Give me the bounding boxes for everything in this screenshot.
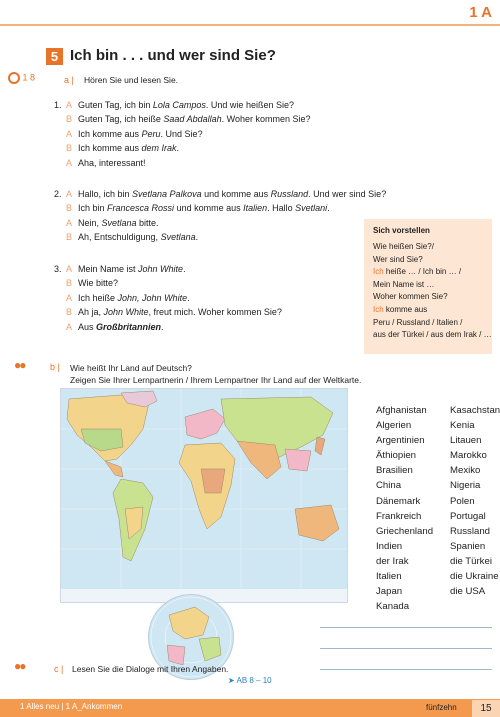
country-name: Argentinien <box>376 435 425 447</box>
dialog-text: Ich komme aus <box>78 128 142 139</box>
country-name: Algerien <box>376 420 412 432</box>
country-name: Portugal <box>450 510 486 522</box>
workbook-reference <box>228 676 272 685</box>
speaker-label: A <box>66 321 73 332</box>
dialog-text: . Und wer sind Sie? <box>308 189 387 199</box>
country-name: Kasachstan <box>450 405 500 416</box>
part-a-letter: a | <box>64 75 74 85</box>
part-c-instruction: Lesen Sie die Dialoge mit Ihren Angaben. <box>72 664 229 674</box>
dialog-3 <box>54 262 282 334</box>
country-column-left <box>376 403 433 614</box>
country-name: Afghanistan <box>376 405 427 416</box>
dialog-text: Aha, interessant! <box>78 157 146 168</box>
dialog-1 <box>54 98 310 170</box>
page-number: 15 <box>472 700 500 717</box>
dialog-name: Saad Abdallah <box>163 114 222 125</box>
dialog-country: Russland <box>270 189 309 199</box>
answer-line[interactable] <box>320 648 492 649</box>
info-line: Woher kommen Sie? <box>373 292 448 302</box>
country-name: Japan <box>376 586 403 598</box>
partner-work-icon: ●● <box>14 358 25 372</box>
country-name: Griechenland <box>376 525 434 537</box>
dialog-text: Ah, Entschuldigung, <box>78 232 161 243</box>
country-column-right <box>450 403 500 599</box>
country-name: die Türkei <box>450 555 492 567</box>
dialog-text: . <box>161 321 164 332</box>
answer-line[interactable] <box>320 669 492 670</box>
dialog-name: Svetlana <box>101 217 137 228</box>
dialog-name: Peru <box>141 128 161 139</box>
arrow-icon: ➤ <box>228 676 235 685</box>
country-name: die Ukraine <box>450 571 499 583</box>
dialog-text: . <box>176 143 180 154</box>
dialog-name: Lola Campos <box>152 100 206 110</box>
chapter-tag: 1 A <box>469 4 492 21</box>
speaker-label: B <box>66 143 73 154</box>
dialog-text: . Woher kommen Sie? <box>221 114 311 125</box>
country-name: Äthiopien <box>376 450 417 462</box>
info-line: Wie heißen Sie?/ <box>373 242 434 251</box>
dialog-name: John White <box>138 264 184 274</box>
answer-line[interactable] <box>320 627 492 628</box>
country-name: Brasilien <box>376 465 413 477</box>
speaker-label: B <box>66 114 73 125</box>
dialog-name: Svetlana <box>160 232 196 243</box>
part-b-letter: b | <box>50 362 60 372</box>
dialog-text: . <box>195 232 199 243</box>
dialog-name: John, John White <box>117 292 188 303</box>
top-rule <box>0 24 500 26</box>
info-box-title: Sich vorstellen <box>373 226 430 235</box>
audio-track[interactable] <box>8 72 35 84</box>
speaker-label: A <box>66 292 73 303</box>
part-b-line: Wie heißt Ihr Land auf Deutsch? <box>70 363 192 373</box>
partner-work-icon: ●● <box>14 659 25 673</box>
dialog-text: Guten Tag, ich heiße <box>78 114 164 125</box>
speaker-label: B <box>66 307 73 318</box>
speaker-label: A <box>66 157 73 168</box>
country-name: Kanada <box>376 601 410 613</box>
country-name: Spanien <box>450 540 486 552</box>
country-name: Nigeria <box>450 480 481 492</box>
country-name: Dänemark <box>376 495 421 507</box>
footer-chapter: 1 Alles neu | 1 A_Ankommen <box>20 702 123 711</box>
dialog-2 <box>54 187 386 245</box>
dialog-text: Ah ja, <box>78 307 104 318</box>
dialog-text: Hallo, ich bin <box>78 189 133 199</box>
country-name: Kenia <box>450 420 475 432</box>
country-name: der Irak <box>376 555 409 567</box>
speaker-label: B <box>66 232 73 243</box>
world-map-graphic <box>61 389 347 602</box>
info-line: Ich heiße … / Ich bin … / <box>373 267 462 277</box>
speaker-label: A <box>66 128 73 139</box>
world-map <box>60 388 348 603</box>
country-name: die USA <box>450 586 486 598</box>
audio-icon <box>8 72 20 84</box>
country-name: Indien <box>376 540 403 552</box>
info-line: Mein Name ist … <box>373 279 435 289</box>
audio-track-label: 1 8 <box>22 72 36 83</box>
dialog-text: Ich heiße <box>78 292 118 303</box>
exercise-title: Ich bin . . . und wer sind Sie? <box>70 47 276 64</box>
dialog-name: Svetlana Palkova <box>132 189 202 199</box>
country-name: Marokko <box>450 450 487 462</box>
workbook-reference-label: AB 8 – 10 <box>236 676 272 685</box>
footer-page-word: fünfzehn <box>426 703 457 712</box>
country-name: Polen <box>450 495 475 507</box>
dialog-number: 3. <box>54 264 62 274</box>
dialog-text: und komme aus <box>174 203 244 214</box>
info-line: Peru / Russland / Italien / <box>373 317 463 327</box>
part-b-instruction <box>70 362 361 386</box>
speaker-label: A <box>66 264 73 274</box>
dialog-text: Wie bitte? <box>78 278 119 289</box>
country-name: Frankreich <box>376 510 422 522</box>
dialog-name: Francesca Rossi <box>107 203 175 214</box>
speaker-label: A <box>66 217 73 228</box>
dialog-text: bitte. <box>136 217 159 228</box>
info-box-lines <box>373 241 492 342</box>
dialog-name: Svetlani <box>295 203 328 214</box>
dialog-text: Ich komme aus <box>78 143 142 154</box>
dialog-text: , freut mich. Woher kommen Sie? <box>148 307 282 318</box>
part-a-instruction: Hören Sie und lesen Sie. <box>84 75 179 85</box>
dialog-name: dem Irak <box>141 143 177 154</box>
dialog-country: Großbritannien <box>96 321 162 332</box>
dialog-country: Italien <box>243 203 268 214</box>
dialog-name: John White <box>103 307 149 318</box>
exercise-number: 5 <box>46 48 63 65</box>
speaker-label: A <box>66 100 73 110</box>
country-name: Mexiko <box>450 465 481 477</box>
dialog-text: . Und wie heißen Sie? <box>205 100 294 110</box>
country-name: China <box>376 480 402 492</box>
dialog-number: 2. <box>54 189 62 199</box>
country-name: Italien <box>376 571 402 583</box>
speaker-label: B <box>66 278 73 289</box>
speaker-label: B <box>66 203 73 214</box>
country-name: Litauen <box>450 435 482 447</box>
dialog-text: Nein, <box>78 217 102 228</box>
dialog-text: . Und Sie? <box>160 128 203 139</box>
dialog-number: 1. <box>54 100 62 110</box>
dialog-text: . Hallo <box>267 203 296 214</box>
info-line: Ich komme aus <box>373 304 428 314</box>
dialog-text: Ich bin <box>78 203 108 214</box>
dialog-text: . <box>187 292 190 303</box>
dialog-text: . <box>327 203 330 214</box>
part-c-letter: c | <box>54 664 64 674</box>
info-line: aus der Türkei / aus dem Irak / … <box>373 330 492 340</box>
dialog-text: . <box>183 264 186 274</box>
info-line: Wer sind Sie? <box>373 254 423 264</box>
dialog-text: Aus <box>78 321 97 332</box>
dialog-text: Guten Tag, ich bin <box>78 100 153 110</box>
speaker-label: A <box>66 189 73 199</box>
dialog-text: Mein Name ist <box>78 264 139 274</box>
part-b-line: Zeigen Sie Ihrer Lernpartnerin / Ihrem Lernpartner Ihr Land auf der Weltkarte. <box>70 375 362 385</box>
country-name: Russland <box>450 525 490 537</box>
dialog-text: und komme aus <box>201 189 271 199</box>
